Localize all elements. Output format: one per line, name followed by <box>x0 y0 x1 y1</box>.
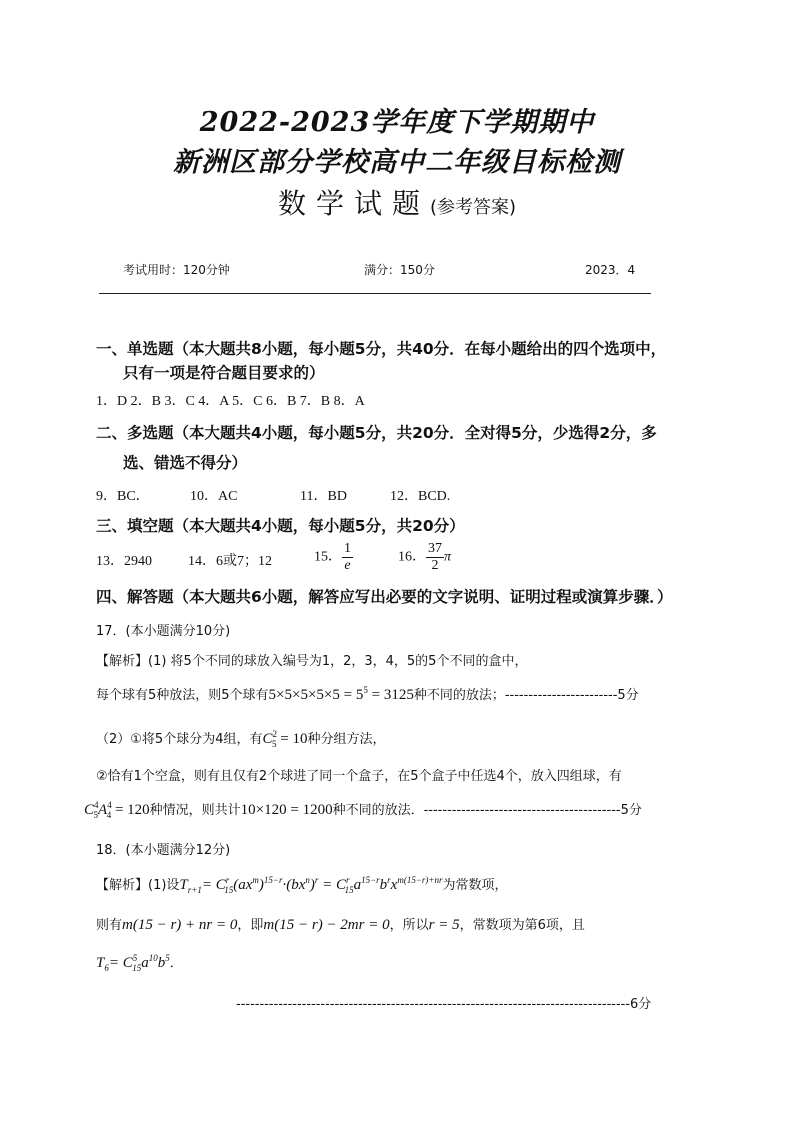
answer-16-den: 2 <box>431 558 439 573</box>
answer-13: 13．2940 <box>96 554 152 569</box>
q17-p5-m3: = 120 <box>111 802 150 818</box>
q18-p2-m3: r = 5 <box>428 917 460 933</box>
q17-para-4: ②恰有1个空盒，则有且仅有2个球进了同一个盒子，在5个盒子中任选4个，放入四组球，有 <box>96 769 622 784</box>
q17-p3-c: C <box>262 731 273 747</box>
answer-15-den: e <box>344 558 351 573</box>
q18-p3-sub2: 15 <box>132 963 142 973</box>
q17-para-5 <box>84 799 642 820</box>
header-rule <box>99 293 651 294</box>
q18-p1-text-a: 【解析】(1)设 <box>96 878 180 893</box>
q18-para-1 <box>96 874 508 895</box>
q18-p1-m4: ) <box>258 877 264 893</box>
q18-p1-sup2: r <box>225 875 230 885</box>
q17-p5-sup: 4 <box>94 800 99 810</box>
q18-p1-sup4: 15−r <box>263 875 283 885</box>
q17-p3-m2: = 10 <box>276 731 308 747</box>
q18-header: 18．(本小题满分12分) <box>96 843 231 858</box>
q17-p2-m2: = 3125 <box>367 687 414 703</box>
section-1-title-cont: 只有一项是符合题目要求的） <box>123 364 325 382</box>
q18-p3-m3: a <box>141 955 149 971</box>
q18-p3-sup3: 10 <box>148 953 158 963</box>
q18-p1-text-b: 为常数项， <box>442 878 508 893</box>
exam-score: 满分：150分 <box>364 263 435 277</box>
answer-15-num: 1 <box>344 541 351 556</box>
q18-p3-m4: b <box>157 955 166 971</box>
q18-p1-sup6: r <box>314 875 319 885</box>
answer-14: 14．6或7；12 <box>188 554 272 569</box>
title-main: 数学试题 <box>277 187 430 220</box>
q18-p2-text-c: ，所以 <box>389 918 429 933</box>
q18-p1-sub: r+1 <box>187 885 202 895</box>
q17-p3-math <box>262 731 307 747</box>
q18-p1-m5: ·(bx <box>282 877 306 893</box>
section-2-answer-11: 11．BD <box>300 489 347 504</box>
q17-p5-a: A <box>98 802 108 818</box>
q18-p2-text-b: ，即 <box>237 918 264 933</box>
section-2-answer-10: 10．AC <box>190 489 238 504</box>
answer-15-fraction <box>342 541 353 574</box>
answer-16-pi: π <box>444 549 452 565</box>
q18-p1-m2: = C <box>201 877 226 893</box>
section-2-title: 二、多选题（本大题共4小题，每小题5分，共20分．全对得5分，少选得2分，多 <box>96 424 657 442</box>
answer-16-fraction <box>426 541 444 574</box>
q18-p3-sup2: 5 <box>132 953 138 963</box>
q17-header: 17．(本小题满分10分) <box>96 624 231 639</box>
q17-p5-math <box>84 802 150 818</box>
q17-p2-text-b: 种不同的放法； <box>413 688 505 703</box>
q18-p1-m3: (ax <box>233 877 253 893</box>
q17-p5-m4: 10×120 = 1200 <box>240 802 333 818</box>
q17-p5-sup2: 4 <box>107 800 112 810</box>
answer-16-label: 16． <box>398 549 426 565</box>
q17-p5-text-c: 种不同的放法． <box>332 803 424 818</box>
section-4-title: 四、解答题（本大题共6小题，解答应写出必要的文字说明、证明过程或演算步骤．） <box>96 588 673 606</box>
q18-para-2 <box>96 914 585 934</box>
q18-p3-end: ． <box>169 956 183 971</box>
section-1-title: 一、单选题（本大题共8小题，每小题5分，共40分．在每小题给出的四个选项中， <box>96 340 667 358</box>
exam-date: 2023．4 <box>585 263 636 277</box>
q17-p5-c: C <box>84 802 95 818</box>
q18-p1-m9: b <box>379 877 388 893</box>
q18-p3-sub: 6 <box>104 963 109 973</box>
q18-p1-m10: x <box>390 877 398 893</box>
q18-para-3 <box>96 952 183 973</box>
q18-p3-t: T <box>96 955 105 971</box>
q17-p2-score: ------------------------5分 <box>504 688 639 703</box>
q18-p3-m2: = C <box>108 955 133 971</box>
q17-p3-sup: 2 <box>272 729 277 739</box>
q18-p1-sup8: 15−r <box>361 875 380 885</box>
section-2-answer-9: 9．BC． <box>96 489 150 504</box>
answer-15-label: 15． <box>314 549 342 565</box>
q17-p5-score: ------------------------------------------5分 <box>423 803 642 818</box>
title-line-1: 2022-2023学年度下学期期中 <box>199 107 595 138</box>
q18-p2-text-d: ，常数项为第6项，且 <box>459 918 585 933</box>
title-line-2: 新洲区部分学校高中二年级目标检测 <box>173 147 621 178</box>
q17-p2-text-a: 每个球有5种放法，则5个球有 <box>96 688 269 703</box>
q18-score-line: ------------------------------------------------------------------------------------6分 <box>236 997 652 1012</box>
q18-p1-sup9: r <box>387 875 391 885</box>
q18-p2-m1: m(15 − r) + nr = 0 <box>122 917 238 933</box>
q17-p2-math <box>269 687 414 703</box>
q18-p1-m8: a <box>353 877 362 893</box>
exam-time: 考试用时：120分钟 <box>123 263 230 277</box>
q17-p5-sub2: 4 <box>106 810 112 820</box>
q18-p1-sup7: r <box>346 875 350 885</box>
title-line-3 <box>0 182 794 222</box>
q17-para-1: 【解析】(1) 将5个不同的球放入编号为1，2，3，4，5的5个不同的盒中， <box>96 654 528 669</box>
q17-p5-sub: 5 <box>93 810 99 820</box>
answer-15 <box>314 541 353 574</box>
q18-p1-sup5: n <box>305 875 310 885</box>
q17-p3-text-a: （2）①将5个球分为4组，有 <box>96 732 263 747</box>
q18-p1-sub7: 15 <box>344 885 354 895</box>
q18-p1-math <box>179 877 442 893</box>
q17-p2-m1: 5×5×5×5×5 = 5 <box>268 687 364 703</box>
q17-p5-text-b: 种情况，则共计 <box>149 803 241 818</box>
answer-16-num: 37 <box>428 541 442 556</box>
answer-16 <box>398 541 451 574</box>
q17-para-3 <box>96 728 385 749</box>
q18-p2-m2: m(15 − r) − 2mr = 0 <box>263 917 390 933</box>
q18-p1-sup3: m <box>252 875 259 885</box>
section-2-title-cont: 选、错选不得分） <box>123 454 248 472</box>
q18-p3-math <box>96 955 170 971</box>
title-sub: (参考答案) <box>429 197 517 218</box>
section-2-answer-12: 12．BCD. <box>390 489 451 504</box>
q18-p3-sup4: 5 <box>165 953 170 963</box>
q18-p1-sup10: m(15−r)+nr <box>397 875 443 885</box>
q18-p1-m7: = C <box>318 877 347 893</box>
q18-p2-text-a: 则有 <box>96 918 123 933</box>
q17-p3-sub: 5 <box>271 739 277 749</box>
section-3-title: 三、填空题（本大题共4小题，每小题5分，共20分） <box>96 517 465 535</box>
q18-p1-m6: ) <box>309 877 315 893</box>
q18-p1-sub2: 15 <box>224 885 234 895</box>
q17-p3-text-b: 种分组方法， <box>307 732 386 747</box>
q18-p1-t: T <box>179 877 188 893</box>
q17-p2-sup: 5 <box>363 685 368 695</box>
section-1-answers: 1．D 2．B 3．C 4．A 5．C 6．B 7．B 8．A <box>96 394 365 409</box>
q17-para-2 <box>96 684 639 704</box>
